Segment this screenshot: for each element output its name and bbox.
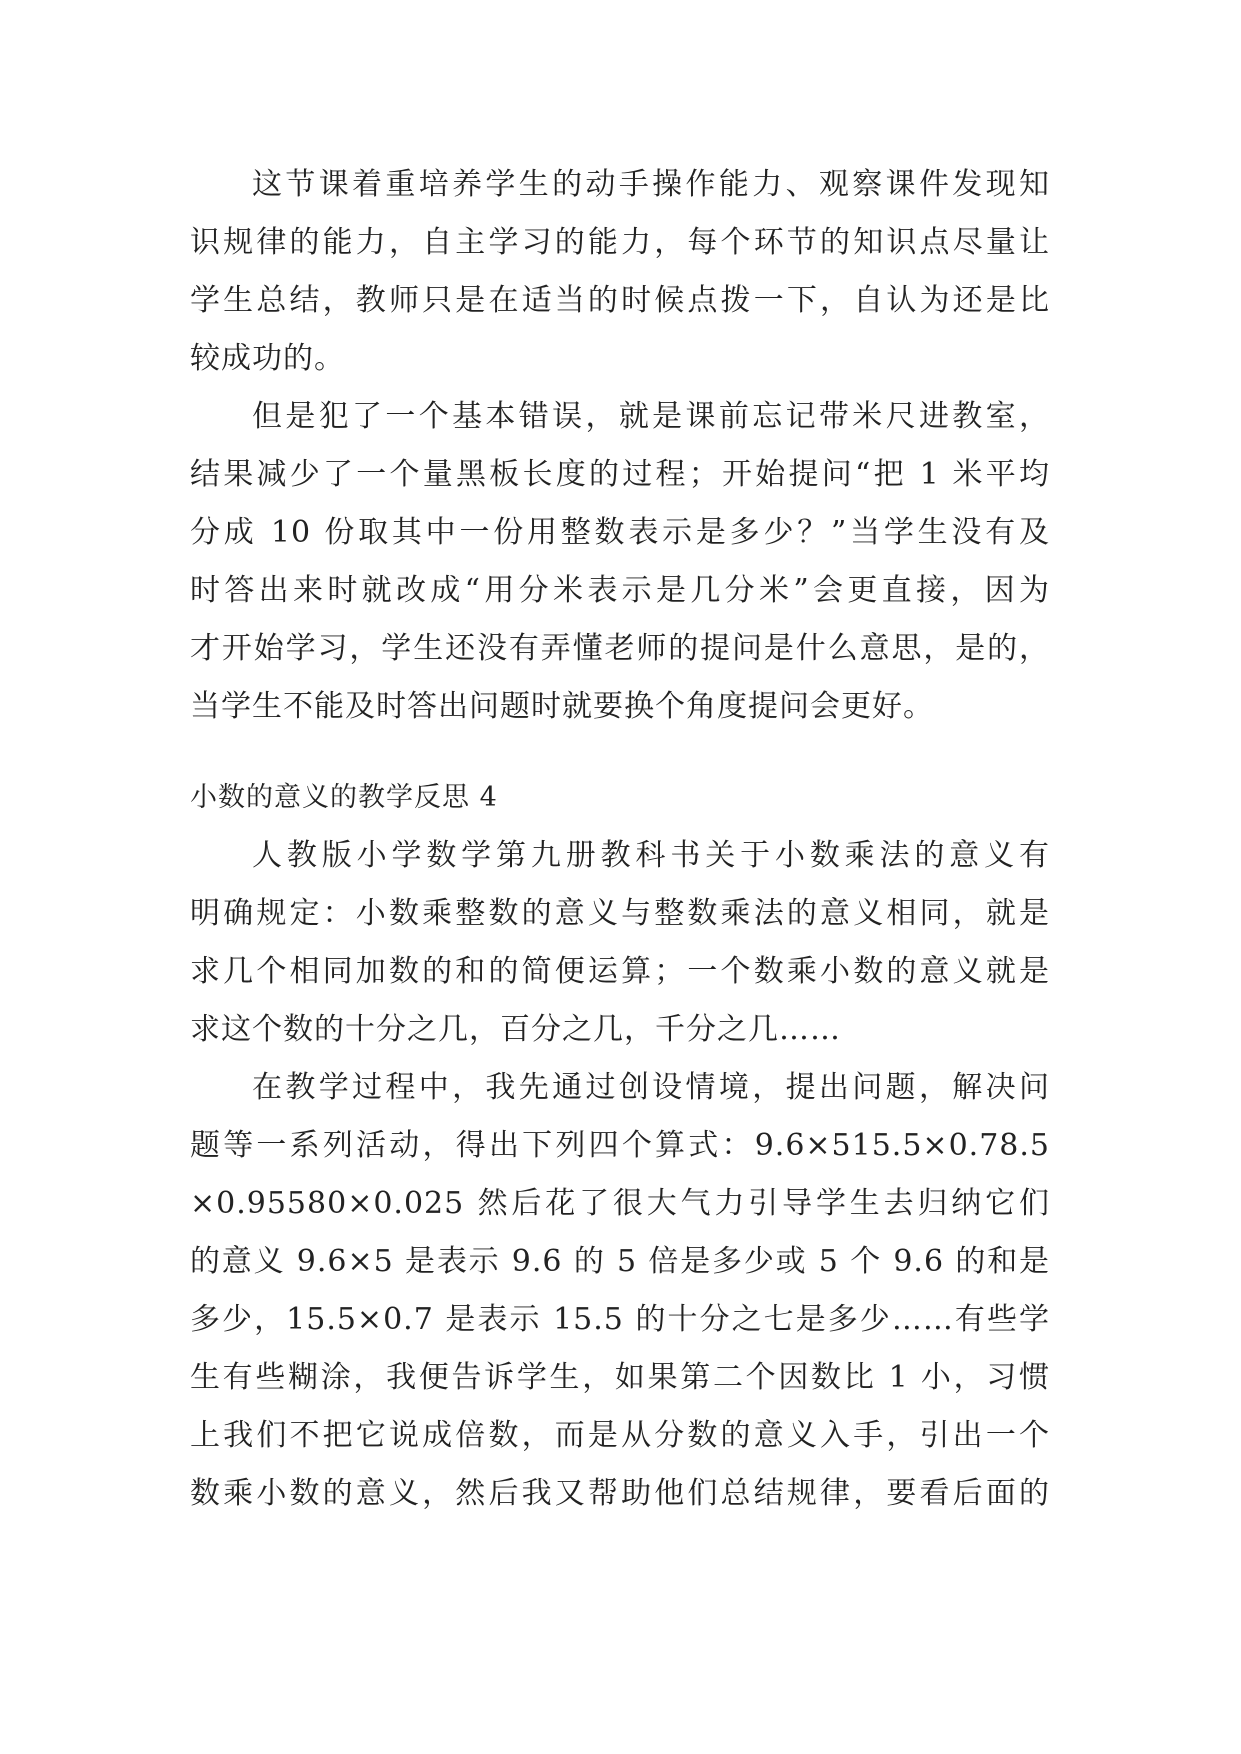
paragraph <box>190 156 1050 388</box>
text-line: 当学生不能及时答出问题时就要换个角度提问会更好。 <box>190 689 934 724</box>
text-line: 明确规定：小数乘整数的意义与整数乘法的意义相同，就是 <box>190 896 1050 931</box>
text-line: 才开始学习，学生还没有弄懂老师的提问是什么意思，是的， <box>190 631 1050 666</box>
section-2 <box>190 827 1050 1523</box>
text-line: 分成 10 份取其中一份用整数表示是多少？”当学生没有及 <box>190 515 1050 550</box>
paragraph <box>190 1059 1050 1523</box>
text-line: 求几个相同加数的和的简便运算；一个数乘小数的意义就是 <box>190 954 1050 989</box>
text-line: 题等一系列活动，得出下列四个算式：9.6×515.5×0.78.5 <box>190 1128 1050 1163</box>
section-1 <box>190 156 1050 736</box>
text-line: 但是犯了一个基本错误，就是课前忘记带米尺进教室， <box>252 399 1050 434</box>
section-heading: 小数的意义的教学反思 4 <box>190 782 498 813</box>
paragraph <box>190 388 1050 736</box>
text-line: 学生总结，教师只是在适当的时候点拨一下，自认为还是比 <box>190 283 1050 318</box>
text-line: 数乘小数的意义，然后我又帮助他们总结规律，要看后面的 <box>190 1476 1050 1511</box>
text-line: 较成功的。 <box>190 341 345 376</box>
paragraph <box>190 827 1050 1059</box>
text-line: 生有些糊涂，我便告诉学生，如果第二个因数比 1 小，习惯 <box>190 1360 1050 1395</box>
text-line: 上我们不把它说成倍数，而是从分数的意义入手，引出一个 <box>190 1418 1050 1453</box>
text-line: 求这个数的十分之几，百分之几，千分之几…… <box>190 1012 841 1047</box>
text-line: 人教版小学数学第九册教科书关于小数乘法的意义有 <box>252 838 1050 873</box>
text-line: 结果减少了一个量黑板长度的过程；开始提问“把 1 米平均 <box>190 457 1050 492</box>
text-line: 的意义 9.6×5 是表示 9.6 的 5 倍是多少或 5 个 9.6 的和是 <box>190 1244 1050 1279</box>
text-line: 这节课着重培养学生的动手操作能力、观察课件发现知 <box>252 167 1050 202</box>
text-line: 在教学过程中，我先通过创设情境，提出问题，解决问 <box>252 1070 1050 1105</box>
text-line: 时答出来时就改成“用分米表示是几分米”会更直接，因为 <box>190 573 1050 608</box>
document-body <box>190 156 1050 1523</box>
text-line: 识规律的能力，自主学习的能力，每个环节的知识点尽量让 <box>190 225 1050 260</box>
text-line: ×0.95580×0.025 然后花了很大气力引导学生去归纳它们 <box>190 1186 1050 1221</box>
text-line: 多少，15.5×0.7 是表示 15.5 的十分之七是多少……有些学 <box>190 1302 1050 1337</box>
